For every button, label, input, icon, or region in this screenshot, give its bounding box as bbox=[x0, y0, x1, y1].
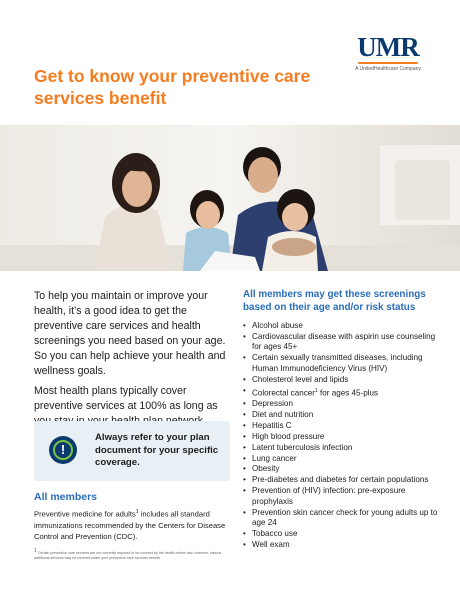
list-item: • Depression bbox=[243, 399, 293, 409]
umr-logo bbox=[342, 34, 434, 72]
list-item: • High blood pressure bbox=[243, 431, 325, 441]
callout-text: Always refer to your plan document for your specific coverage. bbox=[95, 432, 219, 468]
list-item: • Prevention skin cancer check for young adults up to age 24 bbox=[243, 507, 438, 528]
footnote-text: Certain preventive care services are not currently required to be covered by the health reform law; however, various additional services may be covered under your preventive care services benefit. bbox=[34, 551, 222, 561]
footnote-marker: 1 bbox=[34, 548, 37, 554]
all-members-text: Preventive medicine for adults bbox=[34, 509, 136, 519]
screenings-section bbox=[243, 289, 438, 551]
list-item: • Cholesterol level and lipids bbox=[243, 374, 349, 384]
list-item: • Alcohol abuse bbox=[243, 321, 303, 330]
list-item: • Prevention of (HIV) infection: pre-exposure prophylaxis bbox=[243, 486, 406, 506]
plan-document-callout bbox=[34, 421, 230, 481]
list-item: • Tobacco use bbox=[243, 529, 298, 539]
intro-section bbox=[34, 289, 230, 434]
all-members-body bbox=[34, 507, 234, 542]
screenings-heading: All members may get these screenings based on their age and/or risk status bbox=[243, 289, 426, 313]
footnote-ref: 1 bbox=[135, 509, 139, 515]
all-members-heading: All members bbox=[34, 491, 98, 503]
list-item: • Well exam bbox=[243, 539, 290, 549]
list-item: • Cardiovascular disease with aspirin use counseling for ages 45+ bbox=[243, 331, 436, 352]
list-item: • Certain sexually transmitted diseases, including Human Immunodeficiency Virus (HIV) bbox=[243, 353, 423, 373]
exclamation-icon: ! bbox=[49, 436, 77, 464]
list-item: • Obesity bbox=[243, 464, 280, 474]
list-item: • Latent tuberculosis infection bbox=[243, 442, 353, 452]
family-photo bbox=[0, 125, 460, 271]
footnote bbox=[34, 549, 234, 561]
list-item: • Diet and nutrition bbox=[243, 410, 314, 420]
list-item: • Hepatitis C bbox=[243, 420, 292, 430]
all-members-text: includes all standard immunizations recommended by the Centers for Disease Control and Prevention (CDC). bbox=[34, 509, 226, 541]
list-item: • Pre-diabetes and diabetes for certain populations bbox=[243, 475, 429, 485]
page-title: Get to know your preventive care services benefit bbox=[34, 66, 311, 108]
list-item: • Lung cancer bbox=[243, 453, 297, 463]
screenings-list bbox=[243, 321, 438, 550]
logo-swoosh bbox=[358, 62, 418, 64]
intro-paragraph: To help you maintain or improve your health, it’s a good idea to get the preventive care services and health screenings you need based on your age. So you can help achieve your health and wellness goals. bbox=[34, 290, 226, 377]
logo-wordmark: UMR bbox=[357, 32, 419, 62]
list-item: • Colorectal cancer$^1$ for ages 45-plus bbox=[243, 385, 379, 398]
intro-paragraph: Most health plans typically cover preventive services at 100% as long as bbox=[34, 385, 218, 412]
logo-tagline: A UnitedHealthcare Company bbox=[355, 66, 421, 72]
